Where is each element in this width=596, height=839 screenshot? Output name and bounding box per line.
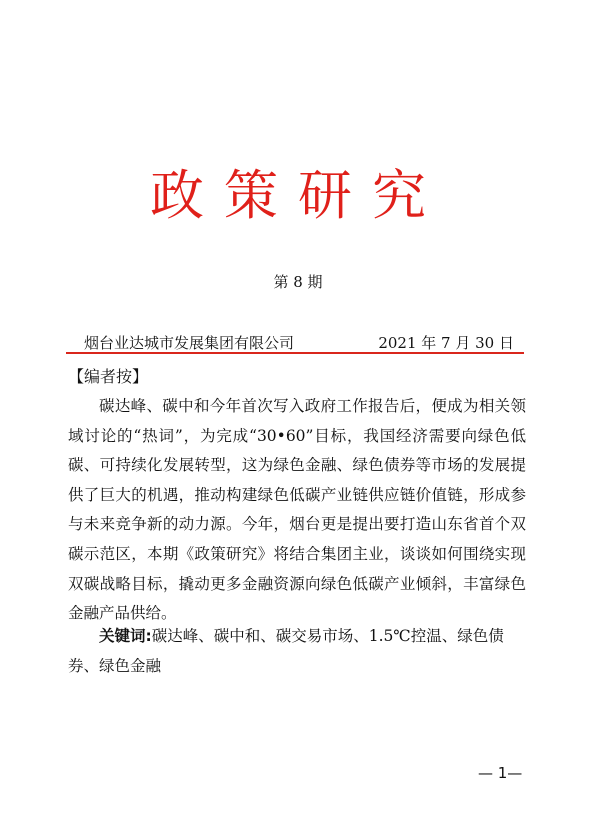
keywords-label: 关键词:: [99, 627, 152, 645]
page-number: — 1—: [478, 764, 523, 782]
issue-number: 第 8 期: [273, 273, 323, 291]
publication-title: 政策研究: [150, 164, 446, 227]
organization-name: 烟台业达城市发展集团有限公司: [84, 334, 295, 352]
publication-date: 2021 年 7 月 30 日: [378, 334, 514, 352]
editor-note-paragraph: 碳达峰、碳中和今年首次写入政府工作报告后，便成为相关领域讨论的“热词”，为完成“30•60”目标，我国经济需要向绿色低碳、可持续化发展转型，这为绿色金融、绿色债券等市场的发展提供了巨大的机遇，推动构建绿色低碳产业链供应链价值链，形成参与未来竞争新的动力源。今年，烟台更是提出要打造山东省首个双碳示范区，本期《政策研究》将结合集团主业，谈谈如何围绕实现双碳战略目标，撬动更多金融资源向绿色低碳产业倾斜，丰富绿色金融产品供给。: [68, 397, 526, 623]
keywords-text: 碳达峰、碳中和、碳交易市场、1.5℃控温、绿色债券、绿色金融: [68, 627, 504, 675]
keywords-paragraph: [68, 622, 526, 681]
red-divider-rule: [66, 352, 524, 354]
editor-note-heading: 【编者按】: [68, 367, 149, 386]
